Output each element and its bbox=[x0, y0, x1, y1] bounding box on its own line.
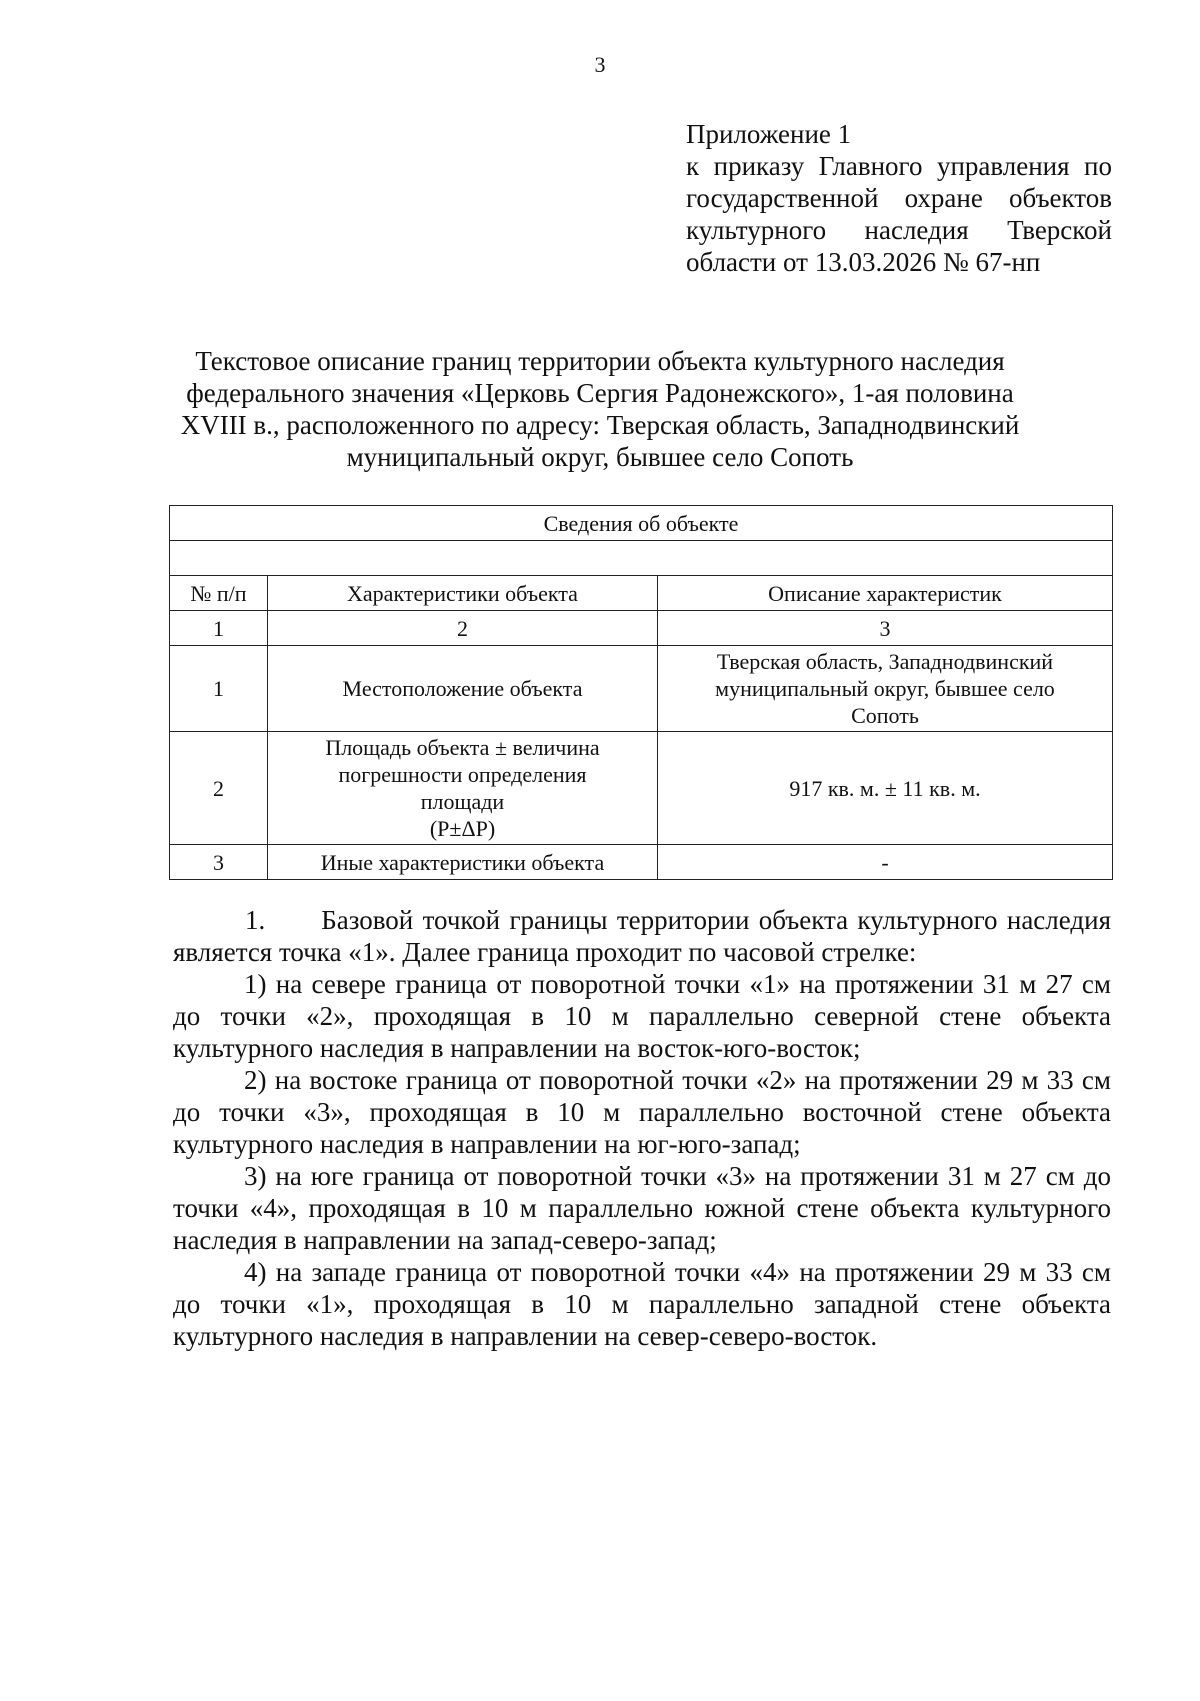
header-description: Описание характеристик bbox=[658, 576, 1113, 611]
row-3-characteristic: Иные характеристики объекта bbox=[268, 845, 658, 880]
row-1-description-line: муниципальный округ, бывшее село bbox=[715, 676, 1055, 701]
paragraph-1 bbox=[173, 904, 1111, 968]
row-1-num: 1 bbox=[170, 646, 268, 732]
row-2-characteristic-line: площади bbox=[420, 789, 505, 814]
appendix-line-1: Приложение 1 bbox=[686, 119, 852, 149]
index-cell-2: 2 bbox=[268, 611, 658, 646]
header-num: № п/п bbox=[170, 576, 268, 611]
table-empty-row bbox=[170, 541, 1113, 576]
row-2-characteristic bbox=[268, 732, 658, 845]
paragraph-1-number: 1. bbox=[245, 905, 266, 935]
appendix-header bbox=[686, 118, 1112, 278]
object-info-table bbox=[169, 505, 1113, 880]
title-line-4: муниципальный округ, бывшее село Сопоть bbox=[346, 442, 854, 472]
boundary-description bbox=[173, 904, 1111, 1352]
boundary-item-east: 2) на востоке граница от поворотной точки «2» на протяжении 29 м 33 см до точки «3», проходящая в 10 м параллельно восточной стене объекта культурного наследия в направлении на юг-юго-запад; bbox=[173, 1065, 1111, 1159]
row-1-description-line: Сопоть bbox=[851, 703, 919, 728]
page-number: 3 bbox=[594, 52, 606, 77]
row-2-characteristic-line: Площадь объекта ± величина bbox=[325, 735, 600, 760]
table-row bbox=[170, 732, 1113, 845]
table-row bbox=[170, 646, 1113, 732]
row-1-description bbox=[658, 646, 1113, 732]
paragraph-1-text: Базовой точкой границы территории объекта культурного наследия является точка «1». Далее граница проходит по часовой стрелке: bbox=[173, 905, 1111, 967]
table-caption-row bbox=[170, 506, 1113, 541]
index-cell-3: 3 bbox=[658, 611, 1113, 646]
row-1-characteristic: Местоположение объекта bbox=[268, 646, 658, 732]
appendix-line-3: государственной охране объектов bbox=[686, 183, 1112, 213]
boundary-item-north: 1) на севере граница от поворотной точки «1» на протяжении 31 м 27 см до точки «2», проходящая в 10 м параллельно северной стене объекта культурного наследия в направлении на восток-юго-восток; bbox=[173, 969, 1111, 1063]
document-title bbox=[150, 345, 1050, 473]
table-header-row bbox=[170, 576, 1113, 611]
table-index-row bbox=[170, 611, 1113, 646]
appendix-line-5: области от 13.03.2026 № 67-нп bbox=[686, 247, 1041, 277]
title-line-3: XVIII в., расположенного по адресу: Тверская область, Западнодвинский bbox=[180, 410, 1020, 440]
index-cell-1: 1 bbox=[170, 611, 268, 646]
title-line-1: Текстовое описание границ территории объекта культурного наследия bbox=[195, 346, 1005, 376]
row-3-description: - bbox=[658, 845, 1113, 880]
boundary-item-west: 4) на западе граница от поворотной точки «4» на протяжении 29 м 33 см до точки «1», проходящая в 10 м параллельно западной стене объекта культурного наследия в направлении на север-северо-восток. bbox=[173, 1257, 1111, 1351]
appendix-line-4: культурного наследия Тверской bbox=[686, 215, 1112, 245]
table-empty-cell bbox=[170, 541, 1113, 576]
row-1-description-line: Тверская область, Западнодвинский bbox=[716, 649, 1054, 674]
table-caption: Сведения об объекте bbox=[170, 506, 1113, 541]
appendix-line-2: к приказу Главного управления по bbox=[686, 151, 1112, 181]
row-3-num: 3 bbox=[170, 845, 268, 880]
row-2-characteristic-line: погрешности определения bbox=[338, 762, 587, 787]
header-characteristic: Характеристики объекта bbox=[268, 576, 658, 611]
row-2-characteristic-line: (Р±ΔР) bbox=[429, 816, 496, 841]
title-line-2: федерального значения «Церковь Сергия Радонежского», 1-ая половина bbox=[186, 378, 1014, 408]
table-row bbox=[170, 845, 1113, 880]
boundary-item-south: 3) на юге граница от поворотной точки «3» на протяжении 31 м 27 см до точки «4», проходящая в 10 м параллельно южной стене объекта культурного наследия в направлении на запад-северо-запад; bbox=[173, 1161, 1111, 1255]
row-2-description: 917 кв. м. ± 11 кв. м. bbox=[658, 732, 1113, 845]
row-2-num: 2 bbox=[170, 732, 268, 845]
